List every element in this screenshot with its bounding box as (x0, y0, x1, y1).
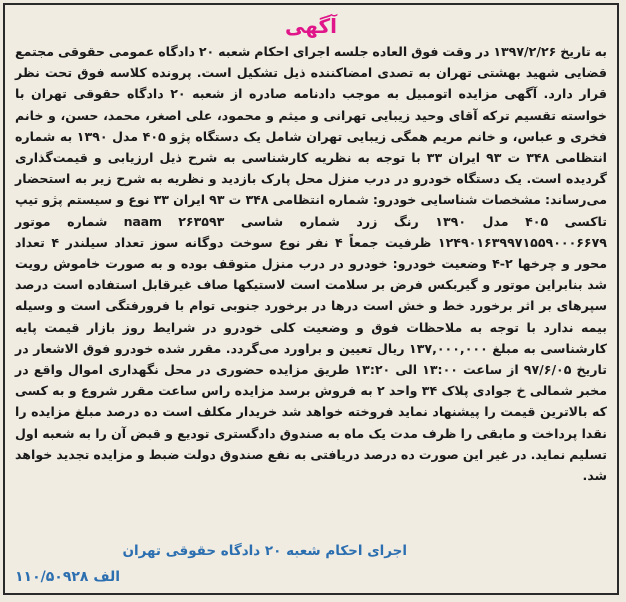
notice-footer (15, 539, 607, 587)
notice-code: ۱۱۰/۵۰۹۲۸ الف (15, 569, 121, 585)
notice-title: آگهی (285, 14, 337, 38)
notice-body: به تاریخ ۱۳۹۷/۲/۲۶ در وقت فوق العاده جلسه اجرای احکام شعبه ۲۰ دادگاه عمومی حقوقی مجتمع قضایی شهید بهشتی تهران به تصدی امضاکننده ذیل تشکیل است. پرونده کلاسه فوق تحت نظر قرار دارد. آگهی مزایده اتومبیل به موجب دادنامه صادره از شعبه ۲۰ دادگاه حقوقی تهران با خواسته تقسیم ترکه آقای وحید زیبایی تهرانی و میثم و محمود، علی اصغر، محمد، حسن، و خانم فخری و عباس، و خانم مریم همگی زیبایی تهران شامل یک دستگاه پژو ۴۰۵ مدل ۱۳۹۰ به شماره انتظامی ۳۴۸ ت ۹۳ ایران ۳۳ با توجه به نظریه کارشناسی به شرح ذیل ارزیابی و قیمت‌گذاری گردیده است. یک دستگاه خودرو در درب منزل محل پارک بازدید و نظریه به شرح زیر به استحضار می‌رساند: مشخصات شناسایی خودرو: شماره انتظامی ۳۴۸ ت ۹۳ ایران ۳۳ نوع و سیستم پژو تیپ تاکسی ۴۰۵ مدل ۱۳۹۰ رنگ زرد شماره شاسی ۲۶۳۵۹۳ naam شماره موتور ۱۲۴۹۰۱۶۳۹۹۷۱۵۵۹۰۰۰۶۶۷۹ ظرفیت جمعاً ۴ نفر نوع سوخت دوگانه سوز تعداد سیلندر ۴ تعداد محور و چرخها ۲-۴ وضعیت خودرو: خودرو در درب منزل متوقف بوده و به صورت خاموش رویت شد بنابراین موتور و گیربکس فرض بر سلامت است لاستیکها صاف غیرقابل استفاده است درصد سپرهای بر اثر برخورد خط و خش است درها در برخورد جنوبی توام با فرورفتگی است و وسیله بیمه ندارد با توجه به ملاحظات فوق و وضعیت کلی خودرو در شرایط روز بازار قیمت پایه کارشناسی به مبلغ ۱۳۷,۰۰۰,۰۰۰ ریال تعیین و براورد می‌گردد. مقرر شده خودرو فوق الاشعار در تاریخ ۹۷/۶/۰۵ از ساعت ۱۳:۰۰ الی ۱۳:۲۰ طریق مزایده حضوری در محل نگهداری اموال واقع در مخبر شمالی خ جوادی پلاک ۳۴ واحد ۲ به فروش برسد مزایده راس ساعت مقرر شروع و به کسی که بالاترین قیمت را پیشنهاد نماید فروخته خواهد شد خریدار مکلف است ده درصد مبلغ مزایده را نقدا پرداخت و مابقی را ظرف مدت یک ماه به صندوق دادگستری تودیع و قبض آن را به شعبه اول تسلیم نماید. در غیر این صورت ده درصد دریافتی به نفع صندوق دولت ضبط و مزایده تجدید خواهد شد. (15, 44, 608, 484)
issuer-signature: اجرای احکام شعبه ۲۰ دادگاه حقوقی تهران (122, 543, 407, 559)
notice-box (3, 3, 619, 595)
